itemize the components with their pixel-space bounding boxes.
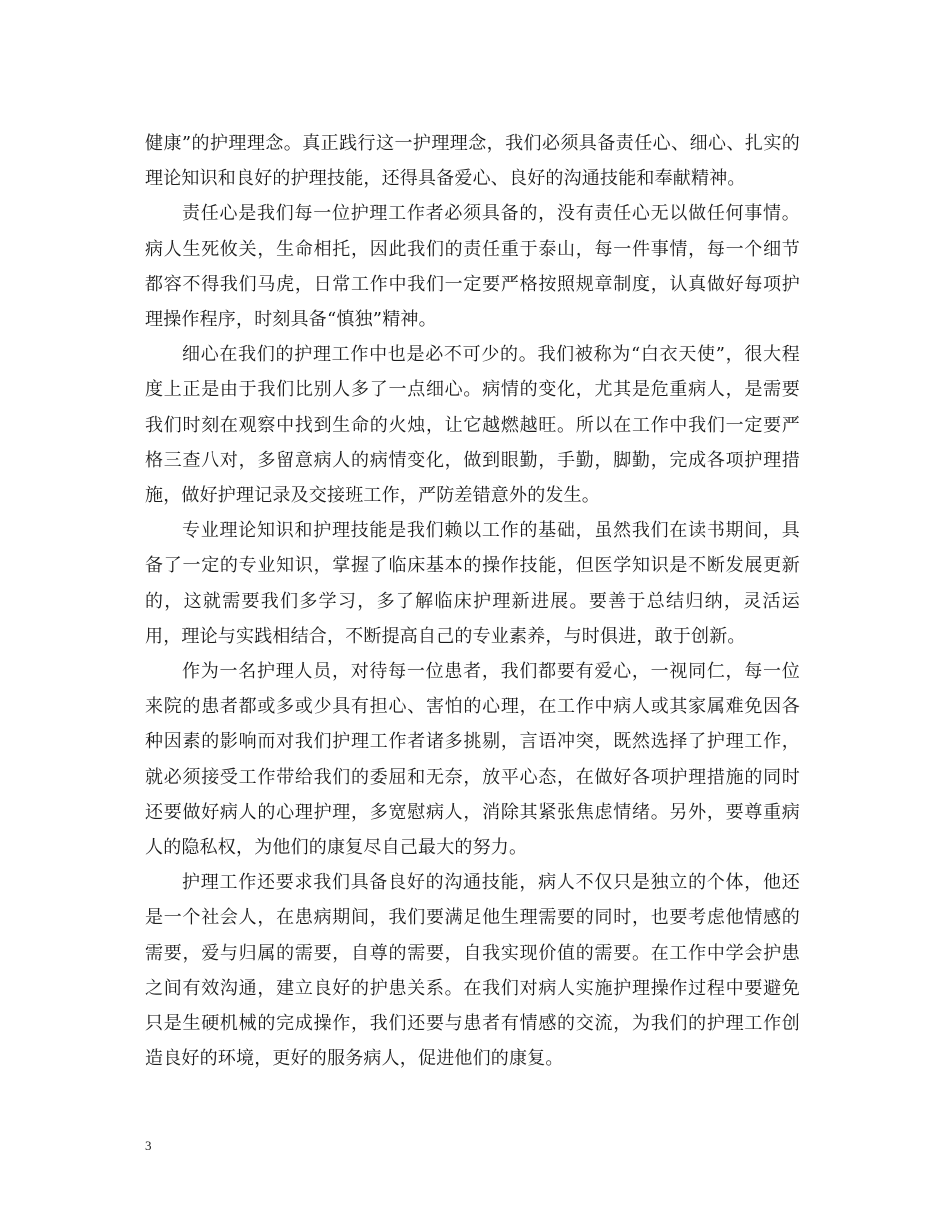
paragraph-carefulness: 细心在我们的护理工作中也是必不可少的。我们被称为“白衣天使”，很大程度上正是由于我们比别人多了一点细心。病情的变化，尤其是危重病人，是需要我们时刻在观察中找到生命的火烛，让它越燃越旺。所以在工作中我们一定要严格三查八对，多留意病人的病情变化，做到眼勤，手勤，脚勤，完成各项护理措施，做好护理记录及交接班工作，严防差错意外的发生。	[145, 344, 800, 507]
paragraph-professional-knowledge: 专业理论知识和护理技能是我们赖以工作的基础，虽然我们在读书期间，具备了一定的专业知识，掌握了临床基本的操作技能，但医学知识是不断发展更新的，这就需要我们多学习，多了解临床护理新进展。要善于总结归纳，灵活运用，理论与实践相结合，不断提高自己的专业素养，与时俱进，敢于创新。	[145, 520, 800, 647]
document-body	[145, 126, 800, 1076]
paragraph-communication: 护理工作还要求我们具备良好的沟通技能，病人不仅只是独立的个体，他还是一个社会人，在患病期间，我们要满足他生理需要的同时，也要考虑他情感的需要，爱与归属的需要，自尊的需要，自我实现价值的需要。在工作中学会护患之间有效沟通，建立良好的护患关系。在我们对病人实施护理操作过程中要避免只是生硬机械的完成操作，我们还要与患者有情感的交流，为我们的护理工作创造良好的环境，更好的服务病人，促进他们的康复。	[145, 872, 800, 1070]
paragraph-continuation: 健康”的护理理念。真正践行这一护理理念，我们必须具备责任心、细心、扎实的理论知识和良好的护理技能，还得具备爱心、良好的沟通技能和奉献精神。	[145, 133, 800, 190]
page-number: 3	[145, 1138, 152, 1153]
paragraph-compassion: 作为一名护理人员，对待每一位患者，我们都要有爱心，一视同仁，每一位来院的患者都或多或少具有担心、害怕的心理，在工作中病人或其家属难免因各种因素的影响而对我们护理工作者诸多挑剔，言语冲突，既然选择了护理工作，就必须接受工作带给我们的委屈和无奈，放平心态，在做好各项护理措施的同时还要做好病人的心理护理，多宽慰病人，消除其紧张焦虑情绪。另外，要尊重病人的隐私权，为他们的康复尽自己最大的努力。	[145, 661, 800, 859]
paragraph-responsibility: 责任心是我们每一位护理工作者必须具备的，没有责任心无以做任何事情。病人生死攸关，生命相托，因此我们的责任重于泰山，每一件事情，每一个细节都容不得我们马虎，日常工作中我们一定要严格按照规章制度，认真做好每项护理操作程序，时刻具备“慎独”精神。	[145, 203, 800, 331]
